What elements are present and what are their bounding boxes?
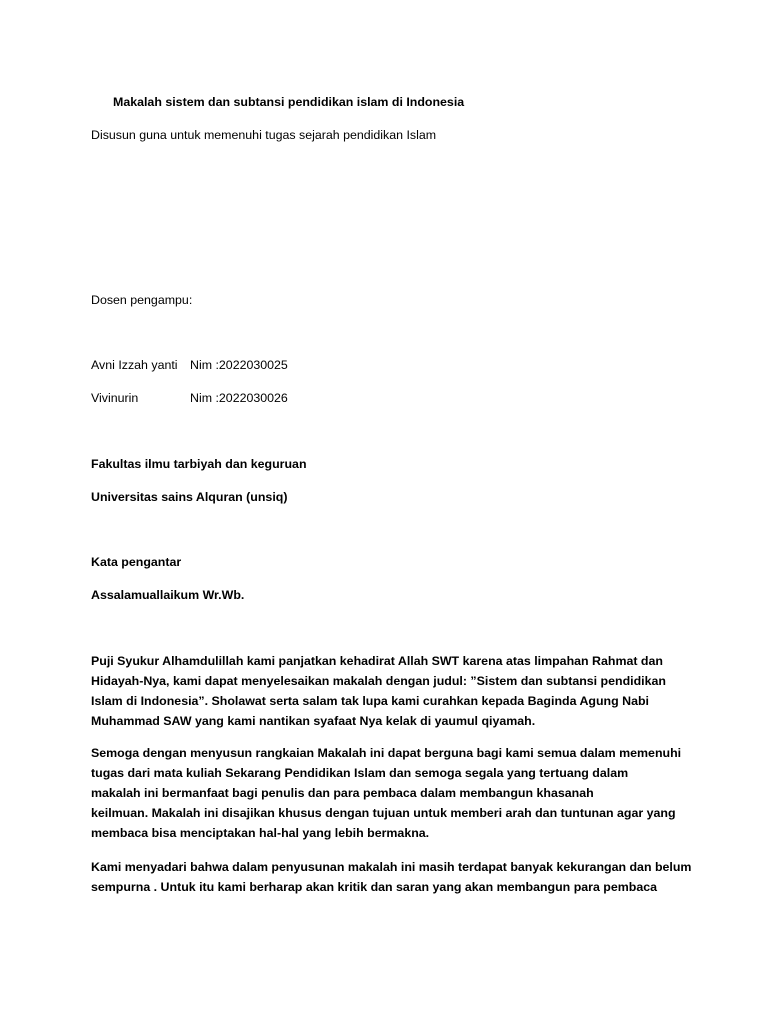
paragraph-line: Semoga dengan menyusun rangkaian Makalah ini dapat berguna bagi kami semua dalam memenuhi bbox=[91, 746, 682, 760]
paragraph-line: membaca bisa menciptakan hal-hal yang lebih bermakna. bbox=[91, 826, 430, 840]
paragraph-line: sempurna . Untuk itu kami berharap akan kritik dan saran yang akan membangun para pembaca bbox=[91, 880, 658, 894]
paragraph-line: makalah ini bermanfaat bagi penulis dan para pembaca dalam membangun khasanah bbox=[91, 786, 594, 800]
paragraph-1 bbox=[91, 651, 691, 731]
paragraph-3 bbox=[91, 857, 691, 897]
author-row bbox=[91, 357, 288, 373]
document-title: Makalah sistem dan subtansi pendidikan islam di Indonesia bbox=[113, 95, 465, 109]
faculty-name: Fakultas ilmu tarbiyah dan keguruan bbox=[91, 457, 307, 471]
paragraph-line: Puji Syukur Alhamdulillah kami panjatkan kehadirat Allah SWT karena atas limpahan Rahmat dan bbox=[91, 654, 663, 668]
paragraph-2 bbox=[91, 743, 691, 843]
author-name: Vivinurin bbox=[91, 391, 139, 405]
greeting: Assalamuallaikum Wr.Wb. bbox=[91, 588, 245, 602]
paragraph-line: tugas dari mata kuliah Sekarang Pendidikan Islam dan semoga segala yang tertuang dalam bbox=[91, 766, 629, 780]
author-row bbox=[91, 390, 288, 406]
author-nim: Nim :2022030025 bbox=[190, 358, 288, 372]
author-name: Avni Izzah yanti bbox=[91, 358, 178, 372]
paragraph-line: Kami menyadari bahwa dalam penyusunan makalah ini masih terdapat banyak kekurangan dan belum bbox=[91, 860, 692, 874]
author-nim: Nim :2022030026 bbox=[190, 391, 288, 405]
paragraph-line: keilmuan. Makalah ini disajikan khusus dengan tujuan untuk memberi arah dan tuntunan agar yang bbox=[91, 806, 676, 820]
paragraph-line: Muhammad SAW yang kami nantikan syafaat Nya kelak di yaumul qiyamah. bbox=[91, 714, 536, 728]
document-subtitle: Disusun guna untuk memenuhi tugas sejarah pendidikan Islam bbox=[91, 128, 437, 142]
lecturer-label: Dosen pengampu: bbox=[91, 293, 193, 307]
paragraph-line: Islam di Indonesia”. Sholawat serta salam tak lupa kami curahkan kepada Baginda Agung Nabi bbox=[91, 694, 649, 708]
preface-heading: Kata pengantar bbox=[91, 555, 182, 569]
paragraph-line: Hidayah-Nya, kami dapat menyelesaikan makalah dengan judul: ”Sistem dan subtansi pendidikan bbox=[91, 674, 666, 688]
university-name: Universitas sains Alquran (unsiq) bbox=[91, 490, 288, 504]
